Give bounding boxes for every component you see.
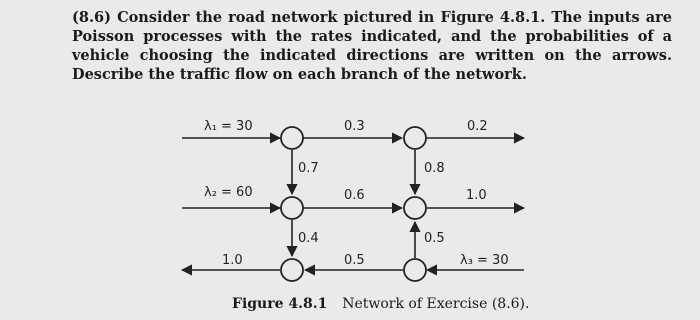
node-bottom-right xyxy=(404,259,426,281)
prob-top-right: 0.2 xyxy=(467,119,488,134)
lambda2-label: λ₂ = 60 xyxy=(204,185,253,200)
lambda3-label: λ₃ = 30 xyxy=(460,253,509,268)
lambda1-label: λ₁ = 30 xyxy=(204,119,253,134)
node-top-right xyxy=(404,127,426,149)
problem-number: (8.6) xyxy=(72,9,111,26)
node-top-left xyxy=(281,127,303,149)
prob-vert-left: 0.7 xyxy=(298,161,319,176)
node-mid-right xyxy=(404,197,426,219)
prob-mid-right: 1.0 xyxy=(466,188,487,203)
figure-caption xyxy=(232,296,529,312)
node-mid-left xyxy=(281,197,303,219)
prob-mid-mid: 0.6 xyxy=(344,188,365,203)
prob-vert-left-low: 0.4 xyxy=(298,231,319,246)
prob-top-mid: 0.3 xyxy=(344,119,365,134)
figure-caption-text: Network of Exercise (8.6). xyxy=(342,296,530,312)
node-bottom-left xyxy=(281,259,303,281)
prob-bottom-left: 1.0 xyxy=(222,253,243,268)
prob-vert-right-low: 0.5 xyxy=(424,231,445,246)
problem-text: Consider the road network pictured in Figure 4.8.1. The inputs are Poisson processes with the rates indicated, and the probabilities of a vehicle choosing the indicated directions are written on the arrows. Describe the traffic flow on each branch of the network. xyxy=(72,9,672,83)
prob-vert-right: 0.8 xyxy=(424,161,445,176)
figure-caption-label: Figure 4.8.1 xyxy=(232,296,328,312)
prob-bottom-mid: 0.5 xyxy=(344,253,365,268)
